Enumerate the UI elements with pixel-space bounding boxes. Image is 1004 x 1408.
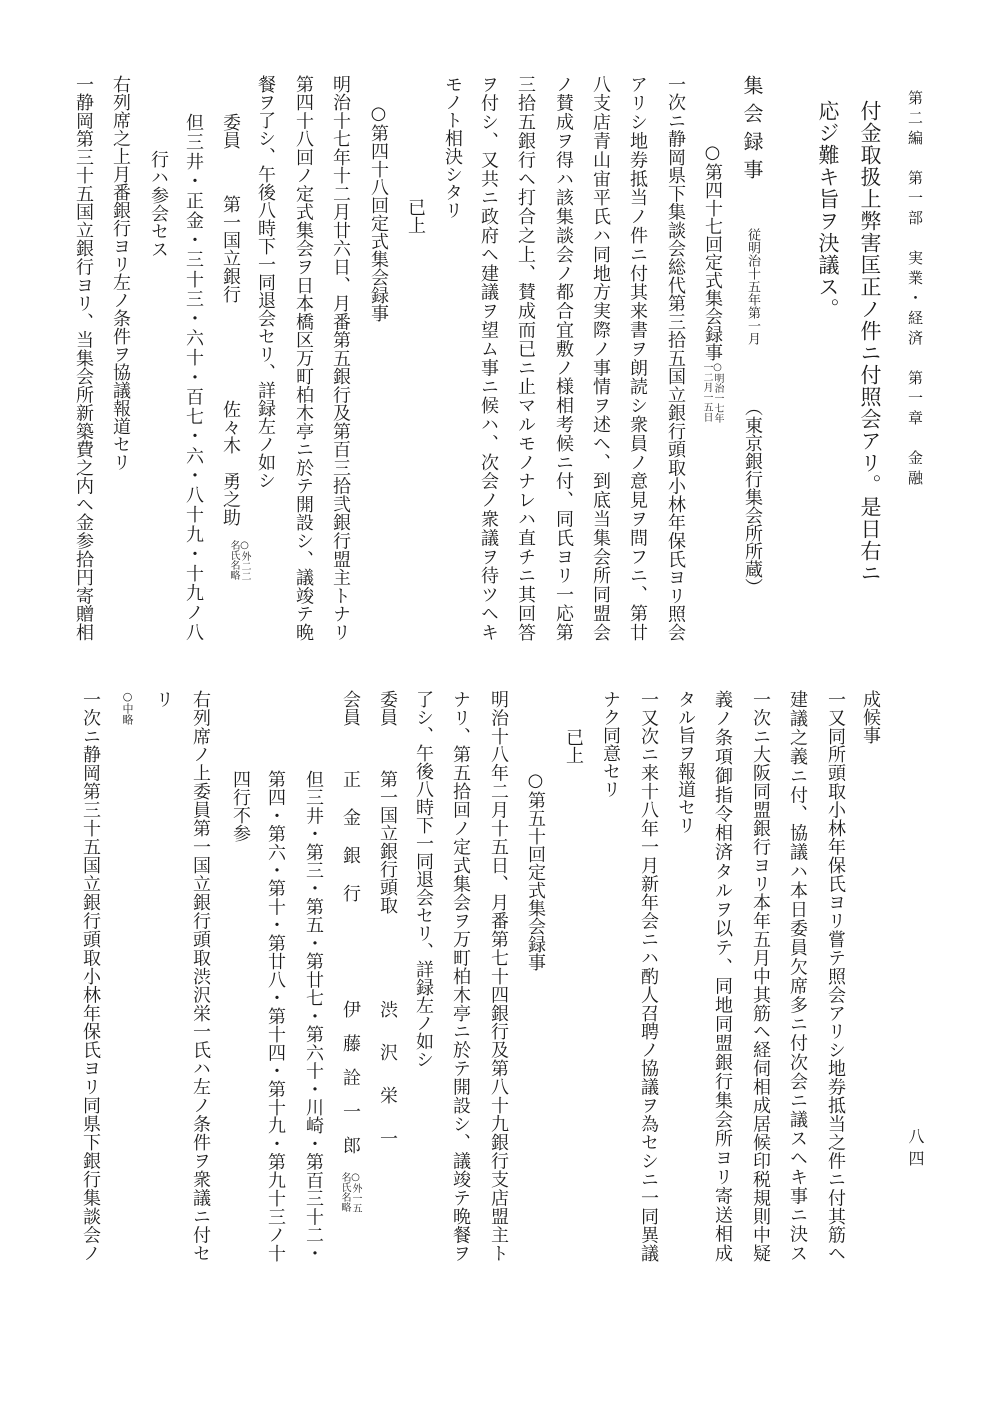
text-line: 八支店青山宙平氏ハ同地方実際ノ事情ヲ述ヘ、到底当集会所同盟会 [590, 75, 611, 641]
absent-note: 四行不参 [230, 770, 251, 842]
text-line: 餐ヲ了シ、午後八時下一同退会セリ、詳録左ノ如シ [255, 75, 276, 489]
member-bank: 第一国立銀行 [220, 195, 241, 303]
absent-note: 但三井・正金・三十三・六十・百七・六・八十九・十九ノ八 [183, 113, 204, 641]
member-bank: 第一国立銀行頭取 [377, 770, 398, 914]
period-note: 従明治十五年第一月 [745, 228, 760, 345]
absent-note: 但三井・第三・第五・第廿七・第六十・川崎・第百三十二・ [303, 770, 324, 1262]
meeting-title: ○第五十回定式集会録事 [525, 770, 546, 971]
text-line: 了シ、午後八時下一同退会セリ、詳録左ノ如シ [413, 690, 434, 1068]
end-mark: 已上 [563, 728, 584, 764]
text-line: ノ賛成ヲ得ハ該集談会ノ都合宜敷ノ様相考候ニ付、同氏ヨリ一応第 [553, 75, 574, 641]
omission-note: ○中略 [121, 690, 134, 725]
member-name: 伊藤詮一郎 [340, 1000, 361, 1170]
meeting-title: ○第四十八回定式集会録事 [368, 103, 389, 322]
page-number: 八四 [906, 1128, 925, 1172]
text-line: 一次ニ静岡第三十五国立銀行頭取小林年保氏ヨリ同県下銀行集談会ノ [80, 690, 101, 1262]
member-name: 佐々木 勇之助 [220, 400, 241, 526]
text-line: ヲ付シ、又共ニ政府ヘ建議ヲ望ム事ニ候ハ、次会ノ衆議ヲ待ツヘキ [478, 75, 499, 641]
text-line: 一次ニ大阪同盟銀行ヨリ本年五月中其筋ヘ経伺相成居候印税規則中疑 [750, 690, 771, 1262]
absent-note: 第四・第六・第十・第廿八・第十四・第十九・第九十三ノ十 [265, 770, 286, 1262]
text-line: 付金取扱上弊害匡正ノ件ニ付照会アリ。是日右ニ [858, 100, 882, 584]
member-note-line: ○外一五 [350, 1172, 361, 1213]
text-line: 第四十八回ノ定式集会ヲ日本橋区万町柏木亭ニ於テ開設シ、議竣テ晩 [293, 75, 314, 641]
section-title: 集会録事 [740, 75, 764, 187]
member-note-line: ○外二二 [239, 540, 250, 581]
member-bank: 正金銀行 [340, 770, 361, 922]
text-line: 一又次ニ来十八年一月新年会ニハ酌人召聘ノ協議ヲ為セシニ一同異議 [638, 690, 659, 1262]
member-note-line: 名氏名略 [228, 540, 239, 580]
text-line: モノト相決シタリ [442, 75, 463, 219]
end-mark: 已上 [405, 198, 426, 234]
text-line: 応ジ難キ旨ヲ決議ス。 [816, 100, 840, 320]
text-line: 三拾五銀行ヘ打合之上、賛成而已ニ止マルモノナレハ直チニ其回答 [515, 75, 536, 641]
text-line: 一次ニ静岡県下集談会総代第三拾五国立銀行頭取小林年保氏ヨリ照会 [665, 75, 686, 641]
text-line: 一又同所頭取小林年保氏ヨリ嘗テ照会アリシ地券抵当之件ニ付其筋ヘ [825, 690, 846, 1262]
source-note: （東京銀行集会所所蔵） [742, 398, 763, 596]
member-role: 会員 [340, 690, 361, 726]
running-head: 第二編 第一部 実業・経済 第一章 金融 [906, 90, 924, 490]
text-line: 明治十七年十二月廿六日、月番第五銀行及第百三拾弐銀行盟主トナリ [330, 75, 351, 641]
text-line: タル旨ヲ報道セリ [675, 690, 696, 834]
date-note [701, 362, 723, 423]
text-line: 明治十八年二月十五日、月番第七十四銀行及第八十九銀行支店盟主ト [488, 690, 509, 1262]
member-role: 委員 [377, 690, 398, 726]
text-line: ナク同意セリ [600, 690, 621, 798]
text-line: リ [153, 690, 174, 708]
text-line: 右列席ノ上委員第一国立銀行頭取渋沢栄一氏ハ左ノ条件ヲ衆議ニ付セ [190, 690, 211, 1263]
member-note-line: 名氏名略 [339, 1172, 350, 1212]
date-note-line: ○明治一七年 [712, 362, 723, 423]
member-role: 委員 [220, 113, 241, 149]
date-note-line: 一二月一五日 [701, 362, 712, 422]
meeting-title: ○第四十七回定式集会録事 [702, 142, 723, 361]
member-name: 渋沢栄一 [377, 1000, 398, 1172]
text-line: 一静岡第三十五国立銀行ヨリ、当集会所新築費之内ヘ金参拾円寄贈相 [73, 75, 94, 641]
text-line: 義ノ条項御指令相済タルヲ以テ、同地同盟銀行集会所ヨリ寄送相成 [712, 690, 733, 1262]
text-line: 右列席之上月番銀行ヨリ左ノ条件ヲ協議報道セリ [110, 75, 131, 471]
text-line: アリシ地券抵当ノ件ニ付其来書ヲ朗読シ衆員ノ意見ヲ問フニ、第廿 [627, 75, 648, 641]
absent-note: 行ハ参会セス [148, 150, 169, 258]
member-note [228, 540, 250, 581]
text-line: 成候事 [860, 690, 881, 744]
member-note [339, 1172, 361, 1213]
text-line: ナリ、第五拾回ノ定式集会ヲ万町柏木亭ニ於テ開設シ、議竣テ晩餐ヲ [450, 690, 471, 1262]
text-line: 建議之義ニ付、協議ハ本日委員欠席多ニ付次会ニ議スヘキ事ニ決ス [787, 690, 808, 1263]
